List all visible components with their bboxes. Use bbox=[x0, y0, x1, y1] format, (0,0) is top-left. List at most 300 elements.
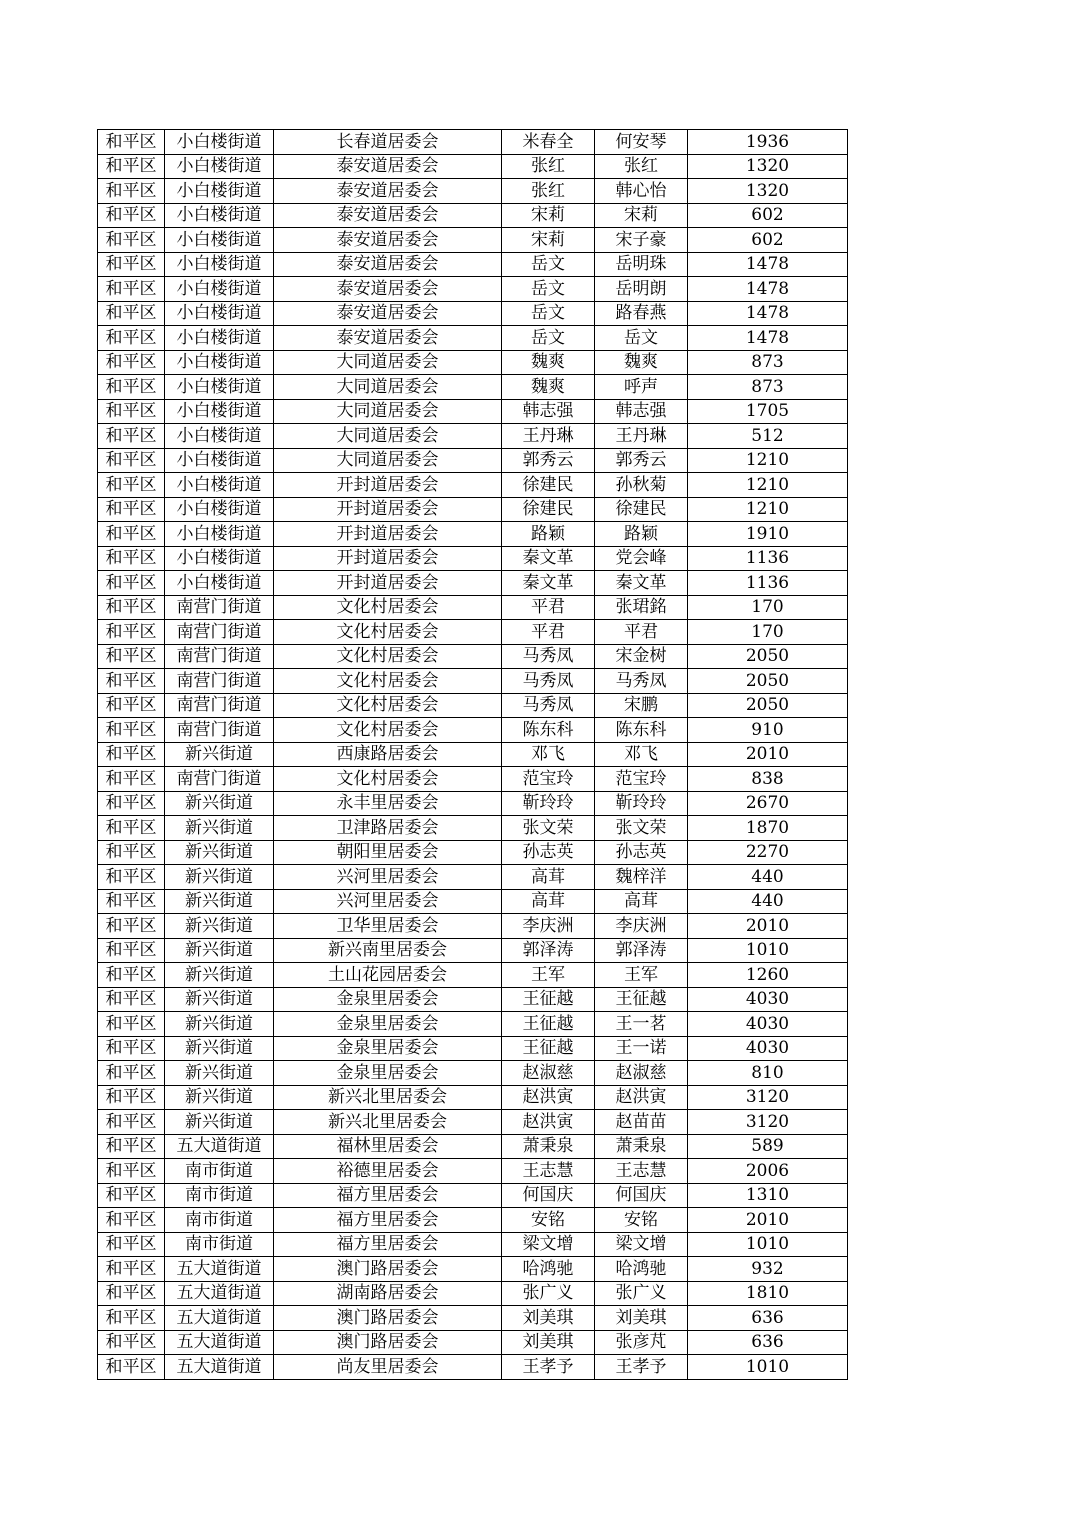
street-cell: 南营门街道 bbox=[165, 595, 274, 620]
district-cell: 和平区 bbox=[98, 889, 165, 914]
table-row bbox=[98, 301, 848, 326]
table-row bbox=[98, 1134, 848, 1159]
street-cell: 新兴街道 bbox=[165, 865, 274, 890]
district-cell: 和平区 bbox=[98, 865, 165, 890]
district-cell: 和平区 bbox=[98, 1330, 165, 1355]
table-row bbox=[98, 840, 848, 865]
applicant-cell: 张广义 bbox=[502, 1281, 595, 1306]
street-cell: 五大道街道 bbox=[165, 1306, 274, 1331]
amount-cell: 1478 bbox=[688, 252, 848, 277]
committee-cell: 金泉里居委会 bbox=[274, 1061, 502, 1086]
street-cell: 小白楼街道 bbox=[165, 522, 274, 547]
member-cell: 徐建民 bbox=[595, 497, 688, 522]
committee-cell: 澳门路居委会 bbox=[274, 1330, 502, 1355]
table-row bbox=[98, 914, 848, 939]
committee-cell: 开封道居委会 bbox=[274, 522, 502, 547]
table-row bbox=[98, 644, 848, 669]
table-row bbox=[98, 889, 848, 914]
member-cell: 陈东科 bbox=[595, 718, 688, 743]
street-cell: 南市街道 bbox=[165, 1159, 274, 1184]
amount-cell: 2050 bbox=[688, 644, 848, 669]
applicant-cell: 高茸 bbox=[502, 889, 595, 914]
applicant-cell: 靳玲玲 bbox=[502, 791, 595, 816]
district-cell: 和平区 bbox=[98, 1110, 165, 1135]
applicant-cell: 米春全 bbox=[502, 130, 595, 155]
street-cell: 新兴街道 bbox=[165, 914, 274, 939]
table-row bbox=[98, 1330, 848, 1355]
applicant-cell: 平君 bbox=[502, 620, 595, 645]
district-cell: 和平区 bbox=[98, 767, 165, 792]
member-cell: 郭秀云 bbox=[595, 448, 688, 473]
table-row bbox=[98, 1036, 848, 1061]
committee-cell: 西康路居委会 bbox=[274, 742, 502, 767]
amount-cell: 810 bbox=[688, 1061, 848, 1086]
street-cell: 新兴街道 bbox=[165, 938, 274, 963]
table-row bbox=[98, 1257, 848, 1282]
member-cell: 张广义 bbox=[595, 1281, 688, 1306]
applicant-cell: 徐建民 bbox=[502, 473, 595, 498]
amount-cell: 873 bbox=[688, 350, 848, 375]
table-row bbox=[98, 203, 848, 228]
table-row bbox=[98, 546, 848, 571]
table-row bbox=[98, 938, 848, 963]
street-cell: 五大道街道 bbox=[165, 1355, 274, 1380]
table-body bbox=[98, 130, 848, 1380]
amount-cell: 932 bbox=[688, 1257, 848, 1282]
applicant-cell: 李庆洲 bbox=[502, 914, 595, 939]
committee-cell: 新兴南里居委会 bbox=[274, 938, 502, 963]
district-cell: 和平区 bbox=[98, 987, 165, 1012]
applicant-cell: 岳文 bbox=[502, 326, 595, 351]
table-row bbox=[98, 424, 848, 449]
district-cell: 和平区 bbox=[98, 1036, 165, 1061]
district-cell: 和平区 bbox=[98, 497, 165, 522]
table-row bbox=[98, 497, 848, 522]
applicant-cell: 路颖 bbox=[502, 522, 595, 547]
amount-cell: 910 bbox=[688, 718, 848, 743]
table-row bbox=[98, 252, 848, 277]
amount-cell: 512 bbox=[688, 424, 848, 449]
district-cell: 和平区 bbox=[98, 1183, 165, 1208]
district-cell: 和平区 bbox=[98, 130, 165, 155]
member-cell: 宋莉 bbox=[595, 203, 688, 228]
street-cell: 小白楼街道 bbox=[165, 497, 274, 522]
street-cell: 南市街道 bbox=[165, 1232, 274, 1257]
applicant-cell: 马秀凤 bbox=[502, 669, 595, 694]
committee-cell: 大同道居委会 bbox=[274, 399, 502, 424]
member-cell: 王一诺 bbox=[595, 1036, 688, 1061]
street-cell: 五大道街道 bbox=[165, 1134, 274, 1159]
member-cell: 高茸 bbox=[595, 889, 688, 914]
applicant-cell: 马秀凤 bbox=[502, 693, 595, 718]
table-row bbox=[98, 1281, 848, 1306]
member-cell: 赵洪寅 bbox=[595, 1085, 688, 1110]
amount-cell: 1210 bbox=[688, 497, 848, 522]
table-row bbox=[98, 1012, 848, 1037]
applicant-cell: 张红 bbox=[502, 179, 595, 204]
street-cell: 小白楼街道 bbox=[165, 252, 274, 277]
amount-cell: 873 bbox=[688, 375, 848, 400]
table-row bbox=[98, 1159, 848, 1184]
amount-cell: 3120 bbox=[688, 1110, 848, 1135]
amount-cell: 1870 bbox=[688, 816, 848, 841]
committee-cell: 尚友里居委会 bbox=[274, 1355, 502, 1380]
applicant-cell: 邓飞 bbox=[502, 742, 595, 767]
street-cell: 小白楼街道 bbox=[165, 326, 274, 351]
committee-cell: 开封道居委会 bbox=[274, 473, 502, 498]
table-row bbox=[98, 277, 848, 302]
amount-cell: 1478 bbox=[688, 326, 848, 351]
district-cell: 和平区 bbox=[98, 375, 165, 400]
applicant-cell: 刘美琪 bbox=[502, 1330, 595, 1355]
member-cell: 哈鸿驰 bbox=[595, 1257, 688, 1282]
member-cell: 靳玲玲 bbox=[595, 791, 688, 816]
committee-cell: 开封道居委会 bbox=[274, 571, 502, 596]
street-cell: 南营门街道 bbox=[165, 669, 274, 694]
table-row bbox=[98, 473, 848, 498]
member-cell: 平君 bbox=[595, 620, 688, 645]
applicant-cell: 郭泽涛 bbox=[502, 938, 595, 963]
street-cell: 五大道街道 bbox=[165, 1257, 274, 1282]
street-cell: 新兴街道 bbox=[165, 987, 274, 1012]
applicant-cell: 张红 bbox=[502, 154, 595, 179]
amount-cell: 1010 bbox=[688, 938, 848, 963]
member-cell: 岳文 bbox=[595, 326, 688, 351]
applicant-cell: 刘美琪 bbox=[502, 1306, 595, 1331]
applicant-cell: 岳文 bbox=[502, 252, 595, 277]
street-cell: 南营门街道 bbox=[165, 767, 274, 792]
amount-cell: 1210 bbox=[688, 473, 848, 498]
street-cell: 南市街道 bbox=[165, 1183, 274, 1208]
street-cell: 小白楼街道 bbox=[165, 203, 274, 228]
applicant-cell: 萧秉泉 bbox=[502, 1134, 595, 1159]
district-cell: 和平区 bbox=[98, 350, 165, 375]
member-cell: 王丹琳 bbox=[595, 424, 688, 449]
committee-cell: 福方里居委会 bbox=[274, 1208, 502, 1233]
committee-cell: 大同道居委会 bbox=[274, 424, 502, 449]
member-cell: 李庆洲 bbox=[595, 914, 688, 939]
amount-cell: 1210 bbox=[688, 448, 848, 473]
district-cell: 和平区 bbox=[98, 914, 165, 939]
committee-cell: 文化村居委会 bbox=[274, 644, 502, 669]
amount-cell: 2006 bbox=[688, 1159, 848, 1184]
applicant-cell: 孙志英 bbox=[502, 840, 595, 865]
member-cell: 党会峰 bbox=[595, 546, 688, 571]
amount-cell: 2050 bbox=[688, 669, 848, 694]
street-cell: 小白楼街道 bbox=[165, 350, 274, 375]
street-cell: 新兴街道 bbox=[165, 1036, 274, 1061]
applicant-cell: 岳文 bbox=[502, 277, 595, 302]
amount-cell: 589 bbox=[688, 1134, 848, 1159]
member-cell: 宋子豪 bbox=[595, 228, 688, 253]
amount-cell: 2270 bbox=[688, 840, 848, 865]
committee-cell: 文化村居委会 bbox=[274, 669, 502, 694]
amount-cell: 1260 bbox=[688, 963, 848, 988]
table-row bbox=[98, 399, 848, 424]
amount-cell: 1910 bbox=[688, 522, 848, 547]
applicant-cell: 高茸 bbox=[502, 865, 595, 890]
committee-cell: 兴河里居委会 bbox=[274, 865, 502, 890]
table-row bbox=[98, 1232, 848, 1257]
committee-cell: 开封道居委会 bbox=[274, 497, 502, 522]
district-cell: 和平区 bbox=[98, 1061, 165, 1086]
table-row bbox=[98, 595, 848, 620]
street-cell: 南营门街道 bbox=[165, 693, 274, 718]
table-row bbox=[98, 522, 848, 547]
member-cell: 韩心怡 bbox=[595, 179, 688, 204]
amount-cell: 1320 bbox=[688, 154, 848, 179]
amount-cell: 4030 bbox=[688, 1012, 848, 1037]
district-cell: 和平区 bbox=[98, 1208, 165, 1233]
district-cell: 和平区 bbox=[98, 1355, 165, 1380]
amount-cell: 1010 bbox=[688, 1232, 848, 1257]
street-cell: 新兴街道 bbox=[165, 816, 274, 841]
applicant-cell: 宋莉 bbox=[502, 228, 595, 253]
committee-cell: 文化村居委会 bbox=[274, 693, 502, 718]
street-cell: 小白楼街道 bbox=[165, 179, 274, 204]
amount-cell: 602 bbox=[688, 228, 848, 253]
amount-cell: 2670 bbox=[688, 791, 848, 816]
applicant-cell: 范宝玲 bbox=[502, 767, 595, 792]
member-cell: 张珺銘 bbox=[595, 595, 688, 620]
member-cell: 王孝予 bbox=[595, 1355, 688, 1380]
committee-cell: 新兴北里居委会 bbox=[274, 1085, 502, 1110]
committee-cell: 泰安道居委会 bbox=[274, 252, 502, 277]
street-cell: 新兴街道 bbox=[165, 1110, 274, 1135]
applicant-cell: 梁文增 bbox=[502, 1232, 595, 1257]
table-row bbox=[98, 375, 848, 400]
street-cell: 新兴街道 bbox=[165, 889, 274, 914]
committee-cell: 文化村居委会 bbox=[274, 595, 502, 620]
district-cell: 和平区 bbox=[98, 620, 165, 645]
committee-cell: 金泉里居委会 bbox=[274, 1036, 502, 1061]
table-row bbox=[98, 693, 848, 718]
amount-cell: 1010 bbox=[688, 1355, 848, 1380]
applicant-cell: 王征越 bbox=[502, 1036, 595, 1061]
member-cell: 王军 bbox=[595, 963, 688, 988]
district-cell: 和平区 bbox=[98, 595, 165, 620]
member-cell: 呼声 bbox=[595, 375, 688, 400]
member-cell: 郭泽涛 bbox=[595, 938, 688, 963]
amount-cell: 1136 bbox=[688, 546, 848, 571]
amount-cell: 1478 bbox=[688, 301, 848, 326]
district-cell: 和平区 bbox=[98, 1232, 165, 1257]
table-row bbox=[98, 742, 848, 767]
district-cell: 和平区 bbox=[98, 816, 165, 841]
table-row bbox=[98, 1306, 848, 1331]
member-cell: 何国庆 bbox=[595, 1183, 688, 1208]
member-cell: 王一茗 bbox=[595, 1012, 688, 1037]
table-row bbox=[98, 767, 848, 792]
committee-cell: 金泉里居委会 bbox=[274, 1012, 502, 1037]
member-cell: 岳明珠 bbox=[595, 252, 688, 277]
applicant-cell: 王征越 bbox=[502, 1012, 595, 1037]
street-cell: 五大道街道 bbox=[165, 1281, 274, 1306]
table-row bbox=[98, 718, 848, 743]
committee-cell: 福林里居委会 bbox=[274, 1134, 502, 1159]
committee-cell: 泰安道居委会 bbox=[274, 203, 502, 228]
amount-cell: 2010 bbox=[688, 914, 848, 939]
committee-cell: 泰安道居委会 bbox=[274, 228, 502, 253]
street-cell: 小白楼街道 bbox=[165, 448, 274, 473]
member-cell: 马秀凤 bbox=[595, 669, 688, 694]
applicant-cell: 王志慧 bbox=[502, 1159, 595, 1184]
table-row bbox=[98, 228, 848, 253]
member-cell: 岳明朗 bbox=[595, 277, 688, 302]
committee-cell: 福方里居委会 bbox=[274, 1183, 502, 1208]
member-cell: 路春燕 bbox=[595, 301, 688, 326]
member-cell: 何安琴 bbox=[595, 130, 688, 155]
committee-cell: 土山花园居委会 bbox=[274, 963, 502, 988]
table-row bbox=[98, 1110, 848, 1135]
table-row bbox=[98, 179, 848, 204]
applicant-cell: 王军 bbox=[502, 963, 595, 988]
member-cell: 萧秉泉 bbox=[595, 1134, 688, 1159]
amount-cell: 636 bbox=[688, 1330, 848, 1355]
committee-cell: 长春道居委会 bbox=[274, 130, 502, 155]
table-row bbox=[98, 620, 848, 645]
applicant-cell: 赵淑慈 bbox=[502, 1061, 595, 1086]
applicant-cell: 秦文革 bbox=[502, 546, 595, 571]
street-cell: 新兴街道 bbox=[165, 963, 274, 988]
committee-cell: 泰安道居委会 bbox=[274, 277, 502, 302]
street-cell: 小白楼街道 bbox=[165, 228, 274, 253]
member-cell: 邓飞 bbox=[595, 742, 688, 767]
table-row bbox=[98, 326, 848, 351]
amount-cell: 2010 bbox=[688, 742, 848, 767]
committee-cell: 大同道居委会 bbox=[274, 375, 502, 400]
table-row bbox=[98, 1355, 848, 1380]
committee-cell: 新兴北里居委会 bbox=[274, 1110, 502, 1135]
table-row bbox=[98, 1061, 848, 1086]
amount-cell: 170 bbox=[688, 620, 848, 645]
table-row bbox=[98, 448, 848, 473]
member-cell: 梁文增 bbox=[595, 1232, 688, 1257]
street-cell: 南营门街道 bbox=[165, 620, 274, 645]
member-cell: 张文荣 bbox=[595, 816, 688, 841]
committee-cell: 泰安道居委会 bbox=[274, 179, 502, 204]
amount-cell: 4030 bbox=[688, 987, 848, 1012]
street-cell: 小白楼街道 bbox=[165, 399, 274, 424]
member-cell: 宋鹏 bbox=[595, 693, 688, 718]
amount-cell: 2050 bbox=[688, 693, 848, 718]
district-cell: 和平区 bbox=[98, 228, 165, 253]
member-cell: 路颖 bbox=[595, 522, 688, 547]
committee-cell: 文化村居委会 bbox=[274, 767, 502, 792]
committee-cell: 裕德里居委会 bbox=[274, 1159, 502, 1184]
amount-cell: 170 bbox=[688, 595, 848, 620]
committee-cell: 金泉里居委会 bbox=[274, 987, 502, 1012]
district-cell: 和平区 bbox=[98, 326, 165, 351]
district-cell: 和平区 bbox=[98, 203, 165, 228]
committee-cell: 福方里居委会 bbox=[274, 1232, 502, 1257]
street-cell: 小白楼街道 bbox=[165, 301, 274, 326]
member-cell: 王征越 bbox=[595, 987, 688, 1012]
member-cell: 范宝玲 bbox=[595, 767, 688, 792]
street-cell: 小白楼街道 bbox=[165, 546, 274, 571]
street-cell: 南营门街道 bbox=[165, 644, 274, 669]
applicant-cell: 徐建民 bbox=[502, 497, 595, 522]
district-cell: 和平区 bbox=[98, 1159, 165, 1184]
district-cell: 和平区 bbox=[98, 1134, 165, 1159]
applicant-cell: 秦文革 bbox=[502, 571, 595, 596]
committee-cell: 泰安道居委会 bbox=[274, 326, 502, 351]
table-row bbox=[98, 1085, 848, 1110]
member-cell: 宋金树 bbox=[595, 644, 688, 669]
amount-cell: 440 bbox=[688, 889, 848, 914]
amount-cell: 440 bbox=[688, 865, 848, 890]
table-row bbox=[98, 130, 848, 155]
table-row bbox=[98, 154, 848, 179]
amount-cell: 1478 bbox=[688, 277, 848, 302]
member-cell: 秦文革 bbox=[595, 571, 688, 596]
district-cell: 和平区 bbox=[98, 448, 165, 473]
district-cell: 和平区 bbox=[98, 522, 165, 547]
district-cell: 和平区 bbox=[98, 154, 165, 179]
amount-cell: 636 bbox=[688, 1306, 848, 1331]
street-cell: 新兴街道 bbox=[165, 1012, 274, 1037]
district-cell: 和平区 bbox=[98, 179, 165, 204]
amount-cell: 2010 bbox=[688, 1208, 848, 1233]
district-cell: 和平区 bbox=[98, 718, 165, 743]
member-cell: 赵淑慈 bbox=[595, 1061, 688, 1086]
committee-cell: 文化村居委会 bbox=[274, 620, 502, 645]
member-cell: 刘美琪 bbox=[595, 1306, 688, 1331]
applicant-cell: 安铭 bbox=[502, 1208, 595, 1233]
committee-cell: 大同道居委会 bbox=[274, 350, 502, 375]
district-cell: 和平区 bbox=[98, 571, 165, 596]
amount-cell: 1320 bbox=[688, 179, 848, 204]
committee-cell: 泰安道居委会 bbox=[274, 154, 502, 179]
applicant-cell: 魏爽 bbox=[502, 375, 595, 400]
committee-cell: 开封道居委会 bbox=[274, 546, 502, 571]
member-cell: 孙秋菊 bbox=[595, 473, 688, 498]
applicant-cell: 陈东科 bbox=[502, 718, 595, 743]
street-cell: 小白楼街道 bbox=[165, 424, 274, 449]
district-cell: 和平区 bbox=[98, 399, 165, 424]
street-cell: 新兴街道 bbox=[165, 791, 274, 816]
street-cell: 新兴街道 bbox=[165, 1085, 274, 1110]
district-cell: 和平区 bbox=[98, 252, 165, 277]
applicant-cell: 张文荣 bbox=[502, 816, 595, 841]
amount-cell: 1936 bbox=[688, 130, 848, 155]
district-cell: 和平区 bbox=[98, 1012, 165, 1037]
committee-cell: 卫津路居委会 bbox=[274, 816, 502, 841]
street-cell: 小白楼街道 bbox=[165, 277, 274, 302]
amount-cell: 838 bbox=[688, 767, 848, 792]
member-cell: 韩志强 bbox=[595, 399, 688, 424]
data-table bbox=[97, 129, 848, 1380]
table-row bbox=[98, 669, 848, 694]
committee-cell: 湖南路居委会 bbox=[274, 1281, 502, 1306]
table-row bbox=[98, 791, 848, 816]
member-cell: 安铭 bbox=[595, 1208, 688, 1233]
committee-cell: 朝阳里居委会 bbox=[274, 840, 502, 865]
table-row bbox=[98, 1183, 848, 1208]
amount-cell: 4030 bbox=[688, 1036, 848, 1061]
applicant-cell: 何国庆 bbox=[502, 1183, 595, 1208]
member-cell: 赵苗苗 bbox=[595, 1110, 688, 1135]
applicant-cell: 岳文 bbox=[502, 301, 595, 326]
applicant-cell: 王征越 bbox=[502, 987, 595, 1012]
applicant-cell: 韩志强 bbox=[502, 399, 595, 424]
table-row bbox=[98, 1208, 848, 1233]
table-row bbox=[98, 987, 848, 1012]
table-row bbox=[98, 571, 848, 596]
amount-cell: 1136 bbox=[688, 571, 848, 596]
applicant-cell: 王孝予 bbox=[502, 1355, 595, 1380]
amount-cell: 602 bbox=[688, 203, 848, 228]
